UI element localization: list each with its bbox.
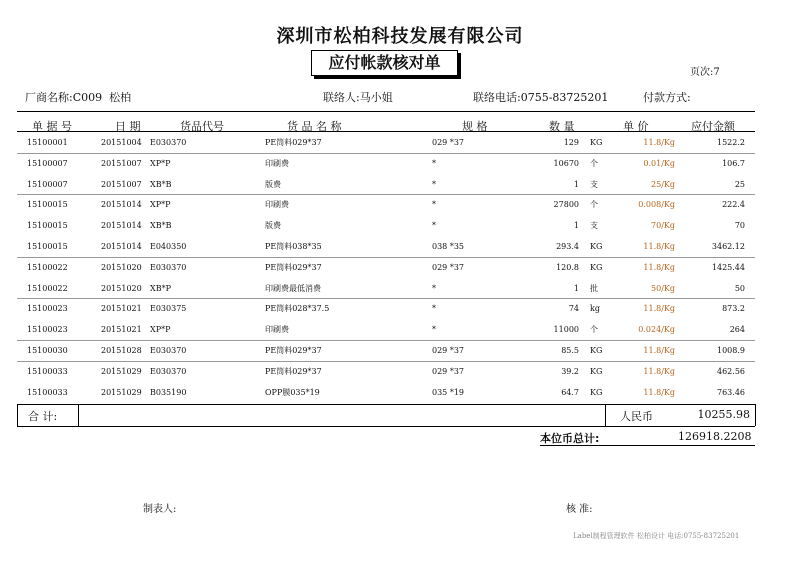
spec-cell: 029 *37 xyxy=(432,138,464,147)
amount-cell: 3462.12 xyxy=(711,242,745,251)
table-top-rule xyxy=(17,111,755,112)
doc-no-cell: 15100022 xyxy=(27,262,68,272)
total-amount: 10255.98 xyxy=(697,408,750,421)
date-cell: 20151021 xyxy=(101,325,142,335)
spec-cell: 035 *19 xyxy=(432,387,464,397)
col-header-amount: 应付金额 xyxy=(691,120,735,133)
col-header-spec: 规 格 xyxy=(462,120,488,133)
date-cell: 20151029 xyxy=(101,387,142,397)
total-right-border xyxy=(755,404,756,426)
quantity-cell: 64.7 xyxy=(561,387,579,397)
table-row xyxy=(0,341,800,361)
table-row xyxy=(0,299,800,319)
amount-cell: 1425.44 xyxy=(711,262,745,272)
item-code-cell: XP*P xyxy=(150,325,171,335)
quantity-cell: 39.2 xyxy=(561,366,579,376)
quantity-cell: 1 xyxy=(573,179,579,189)
amount-cell: 462.56 xyxy=(717,366,745,376)
table-row xyxy=(0,154,800,174)
unit-price-cell: 25/Kg xyxy=(651,179,675,189)
table-row xyxy=(0,216,800,236)
doc-no-cell: 15100023 xyxy=(27,325,68,335)
base-total-label: 本位币总计: xyxy=(540,432,600,445)
total-label-divider xyxy=(78,404,79,426)
doc-no-cell: 15100015 xyxy=(27,200,68,210)
quantity-cell: 10670 xyxy=(553,158,579,168)
date-cell: 20151020 xyxy=(101,262,142,272)
total-label: 合 计: xyxy=(28,410,58,423)
item-code-cell: B035190 xyxy=(150,387,187,397)
date-cell: 20151028 xyxy=(101,346,142,355)
item-code-cell: E030370 xyxy=(150,138,187,147)
unit-cell: KG xyxy=(590,262,603,272)
item-name-cell: 版费 xyxy=(265,221,281,231)
spec-cell: 038 *35 xyxy=(432,242,464,251)
spec-cell: * xyxy=(432,325,436,335)
unit-price-cell: 11.8/Kg xyxy=(643,304,675,314)
item-code-cell: E040350 xyxy=(150,242,187,251)
amount-cell: 763.46 xyxy=(717,387,745,397)
amount-cell: 106.7 xyxy=(722,158,745,168)
vendor-code: C009 xyxy=(72,91,103,104)
unit-cell: KG xyxy=(590,366,603,376)
unit-price-cell: 11.8/Kg xyxy=(643,346,675,355)
spec-cell: * xyxy=(432,304,436,314)
item-name-cell: PE筒料028*37.5 xyxy=(265,304,330,314)
contact-info xyxy=(323,89,393,105)
quantity-cell: 293.4 xyxy=(556,242,579,251)
item-code-cell: XB*B xyxy=(150,179,172,189)
table-row xyxy=(0,175,800,195)
item-name-cell: PE筒料038*35 xyxy=(265,242,322,251)
unit-price-cell: 0.01/Kg xyxy=(643,158,675,168)
doc-no-cell: 15100015 xyxy=(27,242,68,251)
unit-cell: 个 xyxy=(590,200,598,210)
unit-price-cell: 11.8/Kg xyxy=(643,366,675,376)
date-cell: 20151004 xyxy=(101,138,142,147)
unit-cell: 支 xyxy=(590,179,598,189)
doc-no-cell: 15100001 xyxy=(27,138,68,147)
total-currency: 人民币 xyxy=(620,410,653,423)
doc-no-cell: 15100022 xyxy=(27,283,68,293)
software-footer: Label制程管理软件 松柏设计 电话:0755-83725201 xyxy=(573,532,740,540)
table-row xyxy=(0,133,800,153)
header-bottom-rule xyxy=(17,131,755,132)
amount-cell: 1008.9 xyxy=(717,346,745,355)
phone-info xyxy=(473,89,608,105)
quantity-cell: 120.8 xyxy=(556,262,579,272)
spec-cell: * xyxy=(432,283,436,293)
base-total-rule xyxy=(540,445,755,446)
date-cell: 20151014 xyxy=(101,242,142,251)
item-code-cell: XB*P xyxy=(150,283,171,293)
col-header-code: 货品代号 xyxy=(180,120,224,133)
item-code-cell: XP*P xyxy=(150,200,171,210)
doc-no-cell: 15100007 xyxy=(27,179,68,189)
quantity-cell: 27800 xyxy=(553,200,579,210)
date-cell: 20151007 xyxy=(101,179,142,189)
col-header-price: 单 价 xyxy=(623,120,649,133)
spec-cell: 029 *37 xyxy=(432,366,464,376)
item-name-cell: PE筒料029*37 xyxy=(265,366,322,376)
amount-cell: 25 xyxy=(734,179,745,189)
payment-info xyxy=(643,89,691,105)
item-name-cell: PE筒料029*37 xyxy=(265,262,322,272)
maker-signature: 制表人: xyxy=(143,504,177,515)
unit-cell: kg xyxy=(590,304,600,314)
item-name-cell: 印刷费最低消费 xyxy=(265,283,321,293)
date-cell: 20151007 xyxy=(101,158,142,168)
unit-price-cell: 0.008/Kg xyxy=(638,200,675,210)
unit-cell: KG xyxy=(590,138,603,147)
quantity-cell: 74 xyxy=(568,304,579,314)
doc-no-cell: 15100033 xyxy=(27,387,68,397)
phone-value: 0755-83725201 xyxy=(520,91,609,104)
col-header-no: 单 据 号 xyxy=(32,120,72,133)
unit-price-cell: 11.8/Kg xyxy=(643,387,675,397)
contact-label: 联络人: xyxy=(323,91,360,104)
contact-name: 马小姐 xyxy=(359,91,393,104)
col-header-name: 货 品 名 称 xyxy=(287,120,342,133)
page-value: 7 xyxy=(713,67,720,78)
unit-price-cell: 11.8/Kg xyxy=(643,242,675,251)
unit-cell: 个 xyxy=(590,158,598,168)
quantity-cell: 1 xyxy=(573,221,579,231)
quantity-cell: 1 xyxy=(573,283,579,293)
quantity-cell: 11000 xyxy=(553,325,579,335)
item-code-cell: E030370 xyxy=(150,366,187,376)
unit-cell: 支 xyxy=(590,221,598,231)
unit-cell: KG xyxy=(590,242,603,251)
table-bottom-rule xyxy=(17,404,755,405)
unit-price-cell: 11.8/Kg xyxy=(643,262,675,272)
page-label: 页次: xyxy=(690,67,714,78)
amount-cell: 264 xyxy=(729,325,745,335)
payment-label: 付款方式: xyxy=(643,91,691,104)
date-cell: 20151029 xyxy=(101,366,142,376)
item-name-cell: 版费 xyxy=(265,179,281,189)
total-currency-divider xyxy=(605,404,606,426)
spec-cell: * xyxy=(432,221,436,231)
item-name-cell: 印刷费 xyxy=(265,158,289,168)
vendor-name: 松柏 xyxy=(109,91,132,104)
unit-price-cell: 0.024/Kg xyxy=(638,325,675,335)
unit-price-cell: 11.8/Kg xyxy=(643,138,675,147)
table-row xyxy=(0,279,800,299)
doc-no-cell: 15100007 xyxy=(27,158,68,168)
amount-cell: 1522.2 xyxy=(717,138,745,147)
doc-no-cell: 15100023 xyxy=(27,304,68,314)
page-number xyxy=(690,63,720,78)
unit-cell: KG xyxy=(590,387,603,397)
table-row xyxy=(0,258,800,278)
table-row xyxy=(0,237,800,257)
table-row xyxy=(0,362,800,382)
phone-label: 联络电话: xyxy=(473,91,521,104)
spec-cell: * xyxy=(432,200,436,210)
item-code-cell: XP*P xyxy=(150,158,171,168)
checker-signature: 核 准: xyxy=(566,504,593,515)
unit-cell: 批 xyxy=(590,283,598,293)
date-cell: 20151014 xyxy=(101,200,142,210)
document-title: 应付帐款核对单 xyxy=(311,50,458,76)
amount-cell: 873.2 xyxy=(722,304,745,314)
quantity-cell: 129 xyxy=(563,138,579,147)
doc-no-cell: 15100015 xyxy=(27,221,68,231)
col-header-date: 日 期 xyxy=(115,120,141,133)
date-cell: 20151014 xyxy=(101,221,142,231)
table-row xyxy=(0,195,800,215)
table-row xyxy=(0,320,800,340)
item-name-cell: PE筒料029*37 xyxy=(265,138,322,147)
item-name-cell: 印刷费 xyxy=(265,200,289,210)
item-name-cell: OPP膜035*19 xyxy=(265,387,320,397)
quantity-cell: 85.5 xyxy=(561,346,579,355)
unit-price-cell: 70/Kg xyxy=(651,221,675,231)
amount-cell: 50 xyxy=(734,283,745,293)
spec-cell: * xyxy=(432,158,436,168)
item-code-cell: E030370 xyxy=(150,262,187,272)
spec-cell: * xyxy=(432,179,436,189)
vendor-label: 厂商名称: xyxy=(25,91,73,104)
date-cell: 20151021 xyxy=(101,304,142,314)
company-name: 深圳市松柏科技发展有限公司 xyxy=(276,26,524,47)
amount-cell: 70 xyxy=(734,221,745,231)
doc-no-cell: 15100030 xyxy=(27,346,68,355)
total-left-border xyxy=(17,404,18,426)
base-total-amount: 126918.2208 xyxy=(678,430,752,443)
item-code-cell: E030375 xyxy=(150,304,187,314)
total-bottom-rule xyxy=(17,426,755,427)
unit-cell: KG xyxy=(590,346,603,355)
vendor-info xyxy=(25,89,131,105)
table-row xyxy=(0,383,800,403)
item-name-cell: PE筒料029*37 xyxy=(265,346,322,355)
item-code-cell: XB*B xyxy=(150,221,172,231)
unit-cell: 个 xyxy=(590,325,598,335)
amount-cell: 222.4 xyxy=(722,200,745,210)
unit-price-cell: 50/Kg xyxy=(651,283,675,293)
col-header-qty: 数 量 xyxy=(549,120,575,133)
date-cell: 20151020 xyxy=(101,283,142,293)
spec-cell: 029 *37 xyxy=(432,262,464,272)
spec-cell: 029 *37 xyxy=(432,346,464,355)
doc-no-cell: 15100033 xyxy=(27,366,68,376)
item-code-cell: E030370 xyxy=(150,346,187,355)
item-name-cell: 印刷费 xyxy=(265,325,289,335)
